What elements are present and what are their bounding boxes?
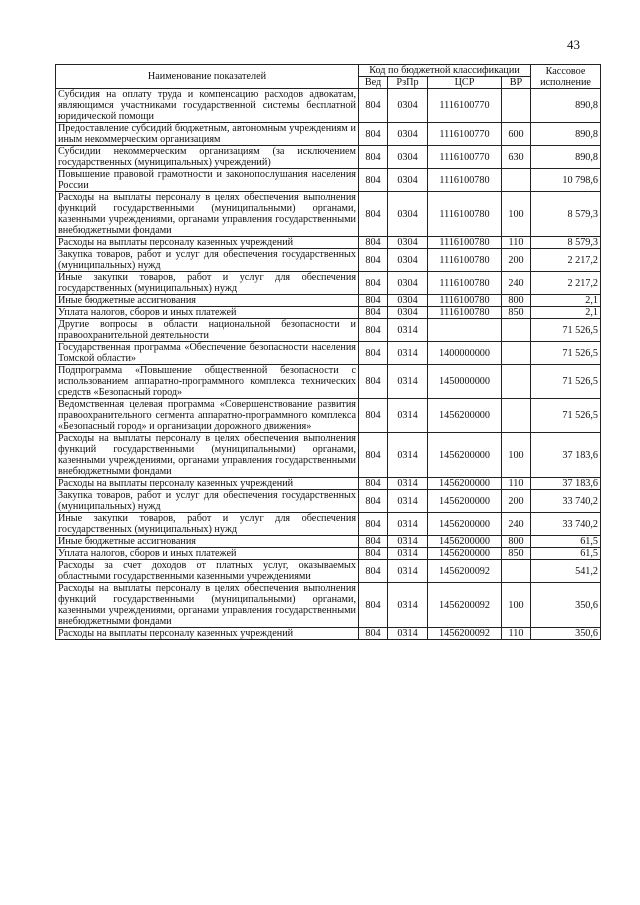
row-csr: 1456200092 [428,560,502,583]
row-amount: 541,2 [531,560,601,583]
row-rzpr: 0304 [388,249,428,272]
row-vr: 800 [502,295,531,307]
row-ved: 804 [359,237,388,249]
row-vr: 850 [502,548,531,560]
table-row [56,490,601,513]
header-code-group: Код по бюджетной классификации [359,65,531,77]
row-amount: 8 579,3 [531,192,601,237]
row-name: Расходы на выплаты персоналу в целях обеспечения выполнения функций государственными (муниципальными) органами, казенными учреждениями, органами управления государственными внебюджетными фондами [56,433,359,478]
row-name: Расходы на выплаты персоналу казенных учреждений [56,478,359,490]
row-name: Иные бюджетные ассигнования [56,536,359,548]
row-csr: 1456200000 [428,548,502,560]
row-csr: 1400000000 [428,342,502,365]
row-rzpr: 0304 [388,307,428,319]
row-amount: 2,1 [531,295,601,307]
row-rzpr: 0304 [388,169,428,192]
table-row [56,513,601,536]
row-name: Иные закупки товаров, работ и услуг для обеспечения государственных (муниципальных) нужд [56,513,359,536]
table-row [56,583,601,628]
row-name: Предоставление субсидий бюджетным, автономным учреждениям и иным некоммерческим организациям [56,123,359,146]
row-amount: 61,5 [531,536,601,548]
row-rzpr: 0304 [388,146,428,169]
header-rzpr: РзПр [388,77,428,89]
row-rzpr: 0314 [388,399,428,433]
row-rzpr: 0314 [388,548,428,560]
row-amount: 33 740,2 [531,513,601,536]
row-vr: 200 [502,249,531,272]
row-amount: 71 526,5 [531,319,601,342]
row-csr: 1116100770 [428,123,502,146]
table-row [56,478,601,490]
row-rzpr: 0304 [388,123,428,146]
row-vr: 110 [502,478,531,490]
row-amount: 8 579,3 [531,237,601,249]
row-amount: 37 183,6 [531,433,601,478]
row-amount: 2 217,2 [531,249,601,272]
row-ved: 804 [359,583,388,628]
row-csr: 1456200000 [428,490,502,513]
row-vr [502,89,531,123]
row-ved: 804 [359,478,388,490]
table-row [56,628,601,640]
row-name: Закупка товаров, работ и услуг для обеспечения государственных (муниципальных) нужд [56,249,359,272]
table-row [56,307,601,319]
row-name: Ведомственная целевая программа «Совершенствование развития правоохранительного сегмента аппаратно-программного комплекса «Безопасный город» и организации дорожного движения» [56,399,359,433]
row-vr: 200 [502,490,531,513]
row-amount: 890,8 [531,146,601,169]
table-row [56,295,601,307]
table-row [56,123,601,146]
row-name: Субсидии некоммерческим организациям (за исключением государственных (муниципальных) учреждений) [56,146,359,169]
row-csr: 1116100780 [428,249,502,272]
row-csr: 1116100780 [428,192,502,237]
row-rzpr: 0314 [388,490,428,513]
row-name: Расходы за счет доходов от платных услуг, оказываемых областными государственными казенными учреждениями [56,560,359,583]
row-ved: 804 [359,365,388,399]
row-vr: 100 [502,192,531,237]
table-row [56,319,601,342]
row-rzpr: 0314 [388,478,428,490]
row-name: Другие вопросы в области национальной безопасности и правоохранительной деятельности [56,319,359,342]
row-amount: 10 798,6 [531,169,601,192]
row-amount: 2,1 [531,307,601,319]
row-ved: 804 [359,272,388,295]
table-row [56,169,601,192]
table-row [56,272,601,295]
table-row [56,365,601,399]
row-name: Иные закупки товаров, работ и услуг для обеспечения государственных (муниципальных) нужд [56,272,359,295]
row-rzpr: 0314 [388,536,428,548]
row-ved: 804 [359,192,388,237]
row-rzpr: 0314 [388,628,428,640]
row-name: Расходы на выплаты персоналу в целях обеспечения выполнения функций государственными (муниципальными) органами, казенными учреждениями, органами управления государственными внебюджетными фондами [56,192,359,237]
row-ved: 804 [359,307,388,319]
row-csr: 1456200000 [428,399,502,433]
table-row [56,560,601,583]
table-row [56,399,601,433]
table-row [56,89,601,123]
row-vr: 110 [502,628,531,640]
row-vr: 110 [502,237,531,249]
row-ved: 804 [359,513,388,536]
header-vr: ВР [502,77,531,89]
row-vr: 240 [502,272,531,295]
row-ved: 804 [359,146,388,169]
row-name: Повышение правовой грамотности и законопослушания населения России [56,169,359,192]
table-row [56,433,601,478]
row-vr: 100 [502,433,531,478]
row-rzpr: 0304 [388,237,428,249]
row-name: Расходы на выплаты персоналу в целях обеспечения выполнения функций государственными (муниципальными) органами, казенными учреждениями, органами управления государственными внебюджетными фондами [56,583,359,628]
row-csr: 1116100780 [428,295,502,307]
row-ved: 804 [359,490,388,513]
row-name: Уплата налогов, сборов и иных платежей [56,307,359,319]
row-ved: 804 [359,123,388,146]
row-amount: 33 740,2 [531,490,601,513]
row-ved: 804 [359,319,388,342]
row-csr: 1456200092 [428,583,502,628]
table-row [56,342,601,365]
row-name: Расходы на выплаты персоналу казенных учреждений [56,237,359,249]
header-name: Наименование показателей [56,65,359,89]
row-rzpr: 0314 [388,342,428,365]
row-rzpr: 0314 [388,433,428,478]
row-ved: 804 [359,548,388,560]
row-amount: 350,6 [531,583,601,628]
row-amount: 71 526,5 [531,342,601,365]
row-ved: 804 [359,295,388,307]
row-amount: 2 217,2 [531,272,601,295]
header-amount: Кассовое исполнение [531,65,601,89]
row-name: Закупка товаров, работ и услуг для обеспечения государственных (муниципальных) нужд [56,490,359,513]
row-vr [502,365,531,399]
budget-table [55,64,601,640]
row-csr [428,319,502,342]
row-csr: 1456200000 [428,433,502,478]
row-vr [502,399,531,433]
row-ved: 804 [359,399,388,433]
row-ved: 804 [359,433,388,478]
row-vr [502,169,531,192]
table-row [56,249,601,272]
row-amount: 71 526,5 [531,399,601,433]
row-csr: 1456200000 [428,536,502,548]
row-rzpr: 0314 [388,365,428,399]
row-vr [502,342,531,365]
table-body [56,89,601,640]
row-csr: 1116100770 [428,89,502,123]
table-row [56,192,601,237]
row-ved: 804 [359,249,388,272]
row-vr [502,560,531,583]
table-row [56,237,601,249]
row-rzpr: 0314 [388,319,428,342]
row-amount: 890,8 [531,123,601,146]
row-rzpr: 0314 [388,560,428,583]
row-vr: 240 [502,513,531,536]
row-ved: 804 [359,89,388,123]
row-vr: 100 [502,583,531,628]
table-row [56,536,601,548]
row-name: Иные бюджетные ассигнования [56,295,359,307]
table-row [56,146,601,169]
row-vr: 600 [502,123,531,146]
row-rzpr: 0304 [388,295,428,307]
row-vr [502,319,531,342]
row-csr: 1456200000 [428,478,502,490]
row-name: Субсидия на оплату труда и компенсацию расходов адвокатам, являющимся участниками государственной системы бесплатной юридической помощи [56,89,359,123]
page-number: 43 [567,37,580,52]
row-csr: 1116100780 [428,307,502,319]
row-rzpr: 0304 [388,192,428,237]
row-rzpr: 0314 [388,583,428,628]
row-csr: 1116100780 [428,169,502,192]
row-name: Подпрограмма «Повышение общественной безопасности с использованием аппаратно-программного комплекса технических средств «Безопасный город» [56,365,359,399]
row-vr: 630 [502,146,531,169]
row-amount: 71 526,5 [531,365,601,399]
row-name: Расходы на выплаты персоналу казенных учреждений [56,628,359,640]
row-csr: 1116100770 [428,146,502,169]
row-ved: 804 [359,536,388,548]
row-name: Государственная программа «Обеспечение безопасности населения Томской области» [56,342,359,365]
row-name: Уплата налогов, сборов и иных платежей [56,548,359,560]
row-csr: 1116100780 [428,237,502,249]
header-ved: Вед [359,77,388,89]
row-vr: 850 [502,307,531,319]
row-rzpr: 0304 [388,272,428,295]
row-csr: 1456200092 [428,628,502,640]
row-amount: 890,8 [531,89,601,123]
table-row [56,548,601,560]
row-csr: 1456200000 [428,513,502,536]
row-amount: 350,6 [531,628,601,640]
row-vr: 800 [502,536,531,548]
row-ved: 804 [359,169,388,192]
row-rzpr: 0314 [388,513,428,536]
row-rzpr: 0304 [388,89,428,123]
header-csr: ЦСР [428,77,502,89]
row-ved: 804 [359,342,388,365]
row-ved: 804 [359,628,388,640]
row-ved: 804 [359,560,388,583]
row-amount: 61,5 [531,548,601,560]
row-csr: 1450000000 [428,365,502,399]
row-amount: 37 183,6 [531,478,601,490]
row-csr: 1116100780 [428,272,502,295]
